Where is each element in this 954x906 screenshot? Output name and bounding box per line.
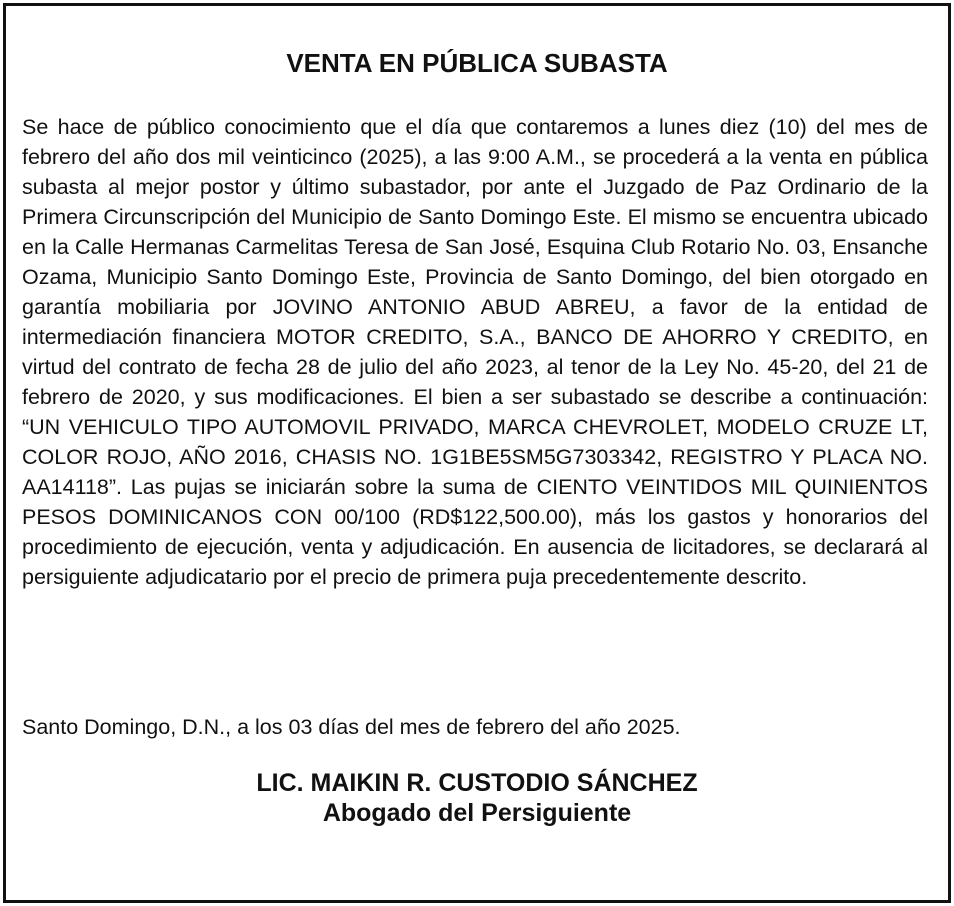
notice-body: Se hace de público conocimiento que el día que contaremos a lunes diez (10) del mes de febrero del año dos mil veinticinco (2025), a las 9:00 A.M., se procederá a la venta en pública subasta al mejor postor y último subastador, por ante el Juzgado de Paz Ordinario de la Primera Circunscripción del Municipio de Santo Domingo Este. El mismo se encuentra ubicado en la Calle Hermanas Carmelitas Teresa de San José, Esquina Club Rotario No. 03, Ensanche Ozama, Municipio Santo Domingo Este, Provincia de Santo Domingo, del bien otorgado en garantía mobiliaria por JOVINO ANTONIO ABUD ABREU, a favor de la entidad de intermediación financiera MOTOR CREDITO, S.A., BANCO DE AHORRO Y CREDITO, en virtud del contrato de fecha 28 de julio del año 2023, al tenor de la Ley No. 45-20, del 21 de febrero de 2020, y sus modificaciones. El bien a ser subastado se describe a continuación: “UN VEHICULO TIPO AUTOMOVIL PRIVADO, MARCA CHEVROLET, MODELO CRUZE LT, COLOR ROJO, AÑO 2016, CHASIS NO. 1G1BE5SM5G7303342, REGISTRO Y PLACA NO. AA14118”. Las pujas se iniciarán sobre la suma de CIENTO VEINTIDOS MIL QUINIENTOS PESOS DOMINICANOS CON 00/100 (RD$122,500.00), más los gastos y honorarios del procedimiento de ejecución, venta y adjudicación. En ausencia de licitadores, se declarará al persiguiente adjudicatario por el precio de primera puja precedentemente descrito. [22,115,928,589]
notice-date-line: Santo Domingo, D.N., a los 03 días del mes de febrero del año 2025. [22,715,681,739]
signature-block [6,768,948,828]
signatory-name: LIC. MAIKIN R. CUSTODIO SÁNCHEZ [256,769,698,797]
notice-title: VENTA EN PÚBLICA SUBASTA [286,48,668,78]
notice-frame [3,3,951,903]
signatory-role: Abogado del Persiguiente [322,799,632,827]
